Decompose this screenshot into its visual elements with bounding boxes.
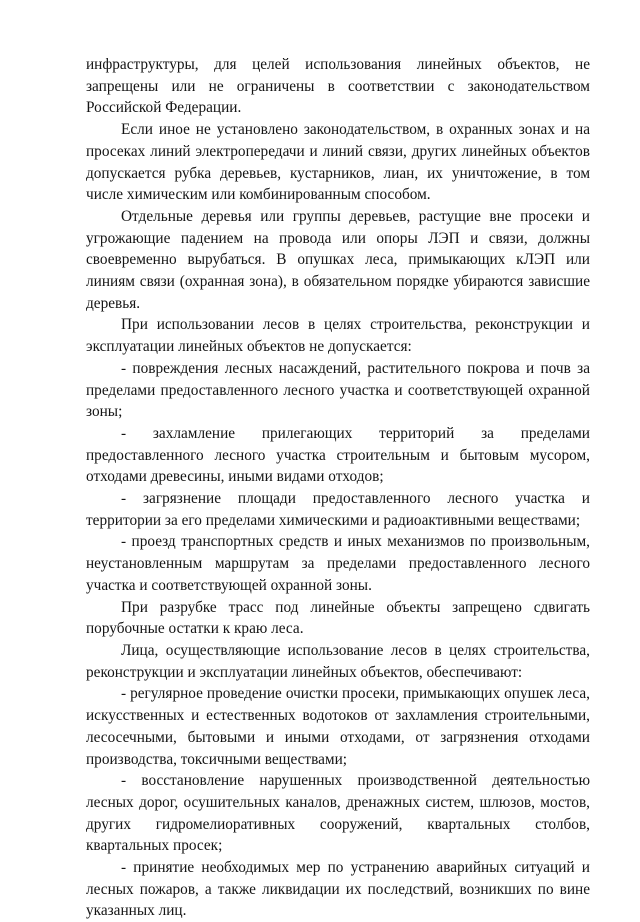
document-page (86, 54, 590, 922)
list-item-littering: - захламление прилегающих территорий за пределами предоставленного лесного участка строительным и бытовым мусором, отходами древесины, иными видами отходов; (86, 424, 590, 486)
paragraph-clearing-residues: При разрубке трасс под линейные объекты запрещено сдвигать порубочные остатки к краю леса. (86, 598, 590, 638)
list-item-damage: - повреждения лесных насаждений, растительного покрова и почв за пределами предоставленного лесного участка и соответствующей охранной зоны; (86, 359, 590, 421)
list-item-cleaning: - регулярное проведение очистки просеки, примыкающих опушек леса, искусственных и естественных водотоков от захламления строительными, лесосечными, бытовыми и иными отходами, от загрязнения отходами производства, токсичными веществами; (86, 685, 590, 768)
paragraph-obligations-intro: Лица, осуществляющие использование лесов в целях строительства, реконструкции и эксплуатации линейных объектов, обеспечивают: (86, 641, 590, 681)
list-item-vehicle-travel: - проезд транспортных средств и иных механизмов по произвольным, неустановленным маршрутам за пределами предоставленного лесного участка и соответствующей охранной зоны. (86, 533, 590, 594)
paragraph-prohibitions-intro: При использовании лесов в целях строительства, реконструкции и эксплуатации линейных объектов не допускается: (86, 316, 590, 356)
list-item-emergency-measures: - принятие необходимых мер по устранению аварийных ситуаций и лесных пожаров, а также ликвидации их последствий, возникших по вине указанных лиц. (86, 859, 590, 920)
list-item-pollution: - загрязнение площади предоставленного лесного участка и территории за его пределами химическими и радиоактивными веществами; (86, 490, 590, 529)
paragraph-continuation: инфраструктуры, для целей использования линейных объектов, не запрещены или не ограничены в соответствии с законодательством Российской Федерации. (86, 56, 590, 117)
paragraph-felling-rules: Если иное не установлено законодательством, в охранных зонах и на просеках линий электропередачи и линий связи, других линейных объектов допускается рубка деревьев, кустарников, лиан, их уничтожение, в том числе химическим или комбинированным способом. (86, 121, 590, 204)
paragraph-single-trees: Отдельные деревья или группы деревьев, растущие вне просеки и угрожающие падением на провода или опоры ЛЭП и связи, должны своевременно вырубаться. В опушках леса, примыкающих кЛЭП или линиям связи (охранная зона), в обязательном порядке убираются зависшие деревья. (86, 207, 590, 312)
list-item-restoration: - восстановление нарушенных производственной деятельностью лесных дорог, осушительных каналов, дренажных систем, шлюзов, мостов, других гидромелиоративных сооружений, квартальных столбов, квартальных просек; (86, 772, 590, 855)
